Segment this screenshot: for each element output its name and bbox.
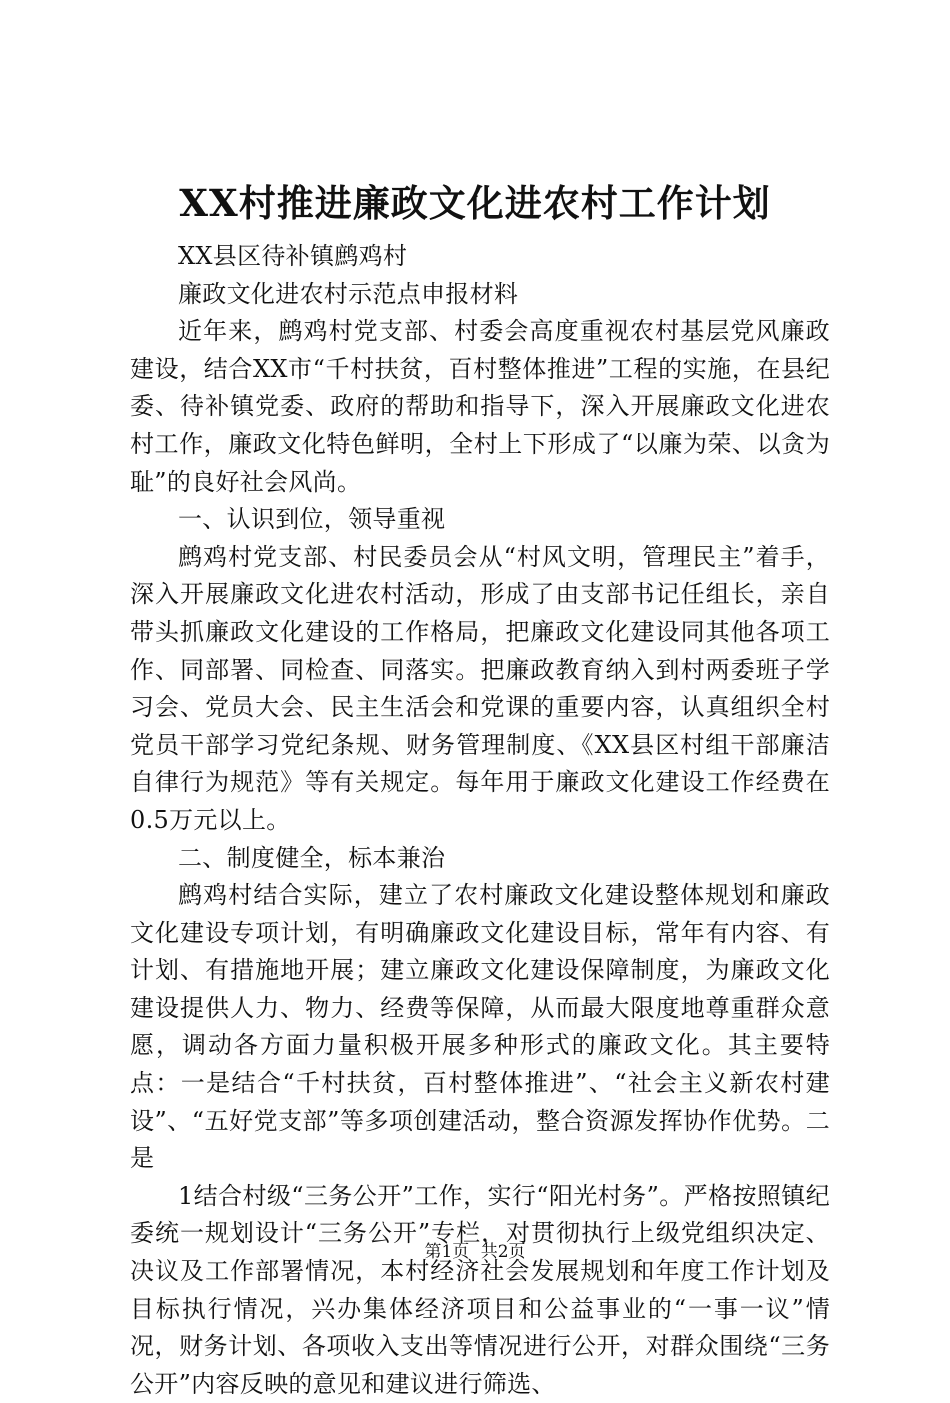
page-number: 第1页 [424,1242,470,1262]
section-heading-2: 二、制度健全，标本兼治 [178,843,446,872]
document-body [130,238,830,1403]
paragraph-item-1: 1结合村级“三务公开”工作，实行“阳光村务”。严格按照镇纪委统一规划设计“三务公开”专栏，对贯彻执行上级党组织决定、决议及工作部署情况，本村经济社会发展规划和年度工作计划及目标执行情况，兴办集体经济项目和公益事业的“一事一议”情况，财务计划、各项收入支出等情况进行公开，对群众围绕“三务公开”内容反映的意见和建议进行筛选、 [130,1181,830,1398]
paragraph-location: XX县区待补镇鹧鸡村 [178,242,408,270]
paragraph-subtitle: 廉政文化进农村示范点申报材料 [178,279,519,308]
document-title: XX村推进廉政文化进农村工作计划 [179,181,771,225]
section-heading-1: 一、认识到位，领导重视 [178,505,446,534]
page-total: 共2页 [480,1242,526,1262]
page-footer [0,1240,950,1264]
paragraph-intro: 近年来，鹧鸡村党支部、村委会高度重视农村基层党风廉政建设，结合XX市“千村扶贫，百村整体推进”工程的实施，在县纪委、待补镇党委、政府的帮助和指导下，深入开展廉政文化进农村工作，廉政文化特色鲜明，全村上下形成了“以廉为荣、以贪为耻”的良好社会风尚。 [130,317,830,496]
paragraph-section-2: 鹧鸡村结合实际，建立了农村廉政文化建设整体规划和廉政文化建设专项计划，有明确廉政文化建设目标，常年有内容、有计划、有措施地开展；建立廉政文化建设保障制度，为廉政文化建设提供人力、物力、经费等保障，从而最大限度地尊重群众意愿，调动各方面力量积极开展多种形式的廉政文化。其主要特点：一是结合“千村扶贫，百村整体推进”、“社会主义新农村建设”、“五好党支部”等多项创建活动，整合资源发挥协作优势。二是 [130,881,830,1173]
paragraph-section-1: 鹧鸡村党支部、村民委员会从“村风文明，管理民主”着手，深入开展廉政文化进农村活动，形成了由支部书记任组长，亲自带头抓廉政文化建设的工作格局，把廉政文化建设同其他各项工作、同部署、同检查、同落实。把廉政教育纳入到村两委班子学习会、党员大会、民主生活会和党课的重要内容，认真组织全村党员干部学习党纪条规、财务管理制度、《XX县区村组干部廉洁自律行为规范》等有关规定。每年用于廉政文化建设工作经费在0.5万元以上。 [130,542,830,834]
